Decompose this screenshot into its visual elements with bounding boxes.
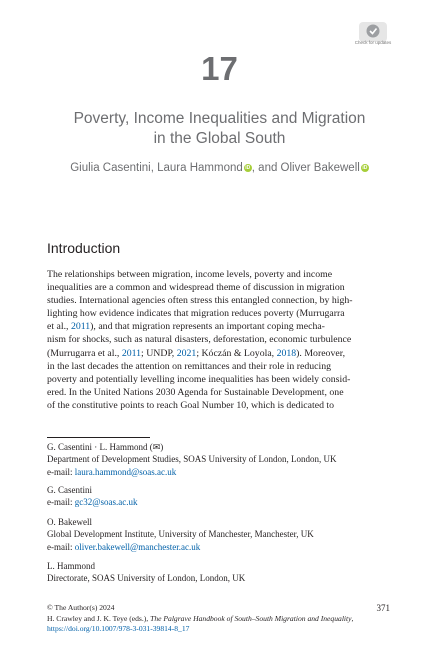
- orcid-icon[interactable]: iD: [245, 164, 251, 171]
- body-text-span: ), and that migration represents an important coping mecha-: [90, 321, 325, 333]
- citation-link[interactable]: 2018: [276, 347, 297, 359]
- copyright-line: © The Author(s) 2024: [47, 603, 115, 612]
- chapter-number: 17: [201, 50, 238, 87]
- doi-link[interactable]: https://doi.org/10.1007/978-3-031-39814-8_17: [47, 624, 190, 633]
- author-names: Giulia Casentini, Laura Hammond: [70, 162, 243, 174]
- chapter-title-line1: Poverty, Income Inequalities and Migration: [73, 110, 366, 127]
- chapter-title-line2: in the Global South: [153, 130, 286, 147]
- page-number: 371: [376, 603, 390, 613]
- email-label: e-mail:: [47, 497, 75, 508]
- body-line: ered. In the United Nations 2030 Agenda for Sustainable Development, one: [47, 386, 344, 398]
- footnote-rule: [47, 437, 150, 438]
- section-heading: Introduction: [47, 240, 121, 256]
- affiliation-block-3: [47, 516, 390, 553]
- body-line: [47, 347, 390, 360]
- email-label: e-mail:: [47, 466, 75, 477]
- body-line: lighting how evidence indicates that migration reduces poverty (Murrugarra: [47, 308, 345, 320]
- body-line: inequalities are a common and widespread theme of discussion in migration: [47, 282, 345, 294]
- affiliation-names: L. Hammond: [47, 561, 95, 571]
- email-link[interactable]: gc32@soas.ac.uk: [74, 497, 138, 508]
- citation-separator: ,: [351, 613, 354, 623]
- affiliation-email-line: [47, 466, 390, 478]
- citation-editors: H. Crawley and J. K. Teye (eds.),: [47, 613, 151, 623]
- email-label: e-mail:: [47, 541, 75, 552]
- affiliation-names: G. Casentini: [47, 485, 92, 495]
- body-text-span: (Murrugarra et al.,: [47, 347, 122, 359]
- citation-link[interactable]: 2021: [176, 347, 197, 359]
- crossmark-icon: [358, 22, 388, 42]
- body-text-span: ; Kóczán & Loyola,: [196, 347, 277, 359]
- orcid-icon[interactable]: iD: [362, 164, 368, 171]
- body-line: of the constitutive points to reach Goal Number 10, which is dedicated to: [47, 399, 335, 411]
- body-text-span: ). Moreover,: [296, 347, 346, 359]
- body-line: The relationships between migration, income levels, poverty and income: [47, 269, 333, 280]
- body-line: nism for shocks, such as natural disasters, deforestation, economic turbulence: [47, 334, 352, 346]
- affiliation-institute: Directorate, SOAS University of London, London, UK: [47, 573, 246, 584]
- citation-link[interactable]: 2011: [121, 347, 142, 359]
- body-line: poverty and potentially levelling income inequalities has been widely consid-: [47, 373, 351, 385]
- email-link[interactable]: laura.hammond@soas.ac.uk: [74, 466, 177, 477]
- crossmark-label: Check for updates: [354, 40, 392, 45]
- body-text-span: et al.,: [47, 321, 71, 333]
- email-link[interactable]: oliver.bakewell@manchester.ac.uk: [74, 541, 201, 552]
- citation-link[interactable]: 2011: [70, 321, 91, 333]
- affiliation-names: O. Bakewell: [47, 517, 92, 527]
- body-line: [47, 320, 390, 333]
- book-title: The Palgrave Handbook of South–South Migration and Inequality: [150, 613, 352, 623]
- affiliation-email-line: [47, 496, 390, 508]
- body-line: in the last decades the attention on remittances and their role in reducing: [47, 360, 332, 372]
- affiliation-names: G. Casentini · L. Hammond (✉): [47, 442, 164, 452]
- affiliation-email-line: [47, 541, 390, 553]
- body-line: studies. International agencies often stress this entangled connection, by high-: [47, 295, 353, 307]
- body-text-span: ; UNDP,: [141, 347, 177, 359]
- affiliation-block-1: [47, 441, 390, 478]
- book-citation: [47, 614, 390, 635]
- chapter-title: [40, 109, 399, 149]
- copyright-footer: [47, 603, 390, 635]
- body-paragraph: [47, 268, 390, 412]
- affiliation-institute: Global Development Institute, University of Manchester, Manchester, UK: [47, 529, 314, 540]
- author-list: [0, 162, 439, 174]
- author-names-last: , and Oliver Bakewell: [251, 162, 360, 174]
- affiliation-department: Department of Development Studies, SOAS University of London, London, UK: [47, 454, 337, 465]
- affiliation-block-4: [47, 560, 390, 585]
- affiliation-block-2: [47, 484, 390, 509]
